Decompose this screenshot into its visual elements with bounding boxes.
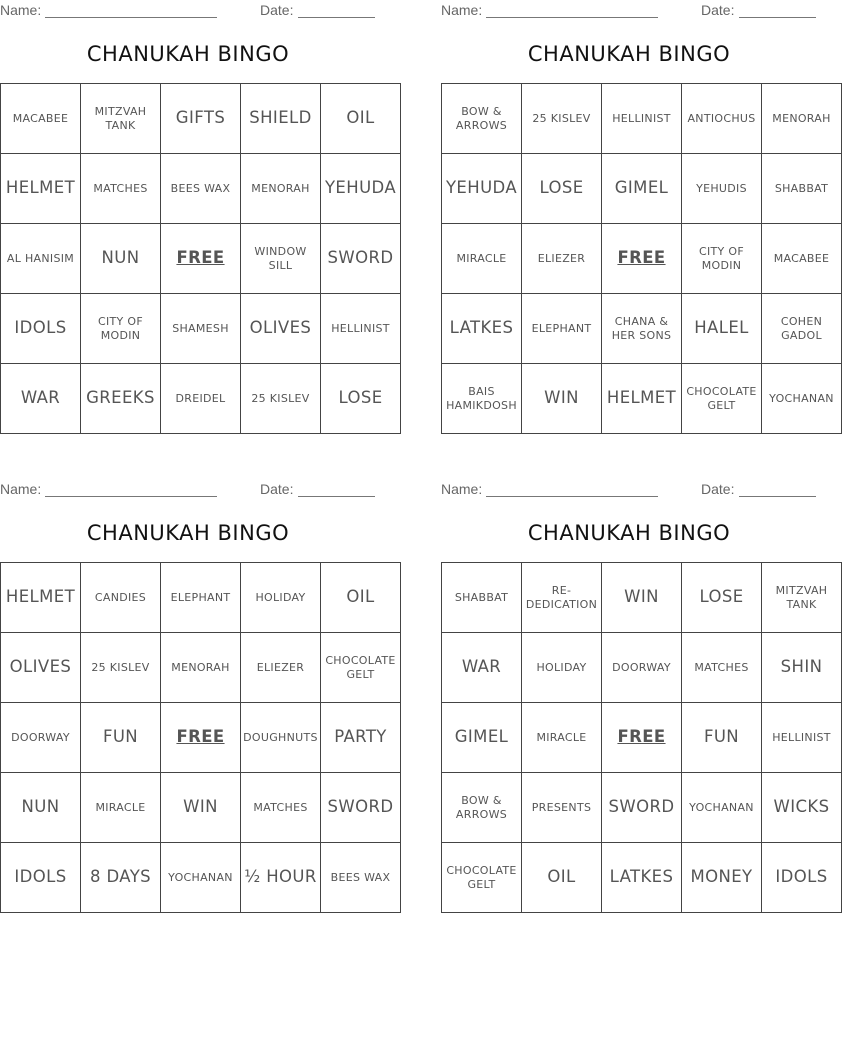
bingo-card	[441, 0, 834, 440]
bingo-cell: HELMET	[602, 364, 682, 434]
bingo-cell: ELEPHANT	[522, 294, 602, 364]
bingo-cell: WICKS	[762, 773, 842, 843]
bingo-cell: DOORWAY	[1, 703, 81, 773]
bingo-cell: OLIVES	[1, 633, 81, 703]
bingo-row	[442, 563, 842, 633]
date-line	[739, 17, 816, 18]
bingo-cell: YOCHANAN	[682, 773, 762, 843]
bingo-row	[1, 773, 401, 843]
bingo-cell: NUN	[81, 224, 161, 294]
bingo-cell: SWORD	[321, 773, 401, 843]
bingo-row	[1, 154, 401, 224]
bingo-cell: YEHUDA	[321, 154, 401, 224]
name-label: Name:	[441, 2, 483, 18]
name-line	[45, 496, 217, 497]
bingo-cell: YEHUDA	[442, 154, 522, 224]
bingo-grid	[0, 83, 401, 434]
bingo-cell: GREEKS	[81, 364, 161, 434]
card-title: CHANUKAH BINGO	[86, 521, 290, 545]
bingo-cell: WINDOW SILL	[241, 224, 321, 294]
bingo-cell: HELLINIST	[602, 84, 682, 154]
bingo-row	[442, 843, 842, 913]
card-title: CHANUKAH BINGO	[527, 521, 731, 545]
bingo-cell: ELIEZER	[241, 633, 321, 703]
bingo-cell: ½ HOUR	[241, 843, 321, 913]
bingo-cell: SWORD	[602, 773, 682, 843]
bingo-cell: 8 DAYS	[81, 843, 161, 913]
bingo-cell: CHOCOLATE GELT	[321, 633, 401, 703]
bingo-cell: WAR	[442, 633, 522, 703]
bingo-card	[0, 479, 396, 919]
bingo-cell: LATKES	[442, 294, 522, 364]
bingo-cell: AL HANISIM	[1, 224, 81, 294]
bingo-cell: MACABEE	[1, 84, 81, 154]
bingo-cell: SHAMESH	[161, 294, 241, 364]
bingo-cell: HELMET	[1, 154, 81, 224]
bingo-row	[1, 294, 401, 364]
bingo-cell: FUN	[81, 703, 161, 773]
bingo-cell: OIL	[321, 563, 401, 633]
bingo-cell: HELLINIST	[762, 703, 842, 773]
bingo-cell: OLIVES	[241, 294, 321, 364]
bingo-cell: WAR	[1, 364, 81, 434]
bingo-cell: MENORAH	[762, 84, 842, 154]
bingo-cell: MENORAH	[161, 633, 241, 703]
free-space: FREE	[602, 224, 682, 294]
card-header	[0, 2, 376, 20]
bingo-cell: OIL	[321, 84, 401, 154]
name-label: Name:	[0, 2, 42, 18]
bingo-row	[1, 224, 401, 294]
bingo-cell: MIRACLE	[442, 224, 522, 294]
bingo-cell: RE-DEDICATION	[522, 563, 602, 633]
bingo-cell: GIMEL	[442, 703, 522, 773]
bingo-cell: MIRACLE	[81, 773, 161, 843]
bingo-cell: OIL	[522, 843, 602, 913]
bingo-cell: GIMEL	[602, 154, 682, 224]
card-header	[441, 2, 817, 20]
bingo-cell: DREIDEL	[161, 364, 241, 434]
bingo-cell: MITZVAH TANK	[81, 84, 161, 154]
bingo-row	[442, 364, 842, 434]
bingo-cell: LATKES	[602, 843, 682, 913]
bingo-cell: MENORAH	[241, 154, 321, 224]
bingo-cell: BEES WAX	[321, 843, 401, 913]
bingo-cell: ANTIOCHUS	[682, 84, 762, 154]
bingo-cell: HOLIDAY	[522, 633, 602, 703]
card-title: CHANUKAH BINGO	[86, 42, 290, 66]
bingo-cell: MIRACLE	[522, 703, 602, 773]
bingo-row	[442, 703, 842, 773]
bingo-row	[1, 84, 401, 154]
bingo-cell: CHANA & HER SONS	[602, 294, 682, 364]
bingo-row	[442, 154, 842, 224]
bingo-cell: BEES WAX	[161, 154, 241, 224]
bingo-cell: HALEL	[682, 294, 762, 364]
bingo-cell: MATCHES	[241, 773, 321, 843]
bingo-cell: CANDIES	[81, 563, 161, 633]
bingo-row	[1, 633, 401, 703]
bingo-cell: MACABEE	[762, 224, 842, 294]
bingo-cell: SHIELD	[241, 84, 321, 154]
bingo-cell: SHABBAT	[762, 154, 842, 224]
date-label: Date:	[260, 481, 294, 497]
name-line	[45, 17, 217, 18]
bingo-row	[1, 364, 401, 434]
free-space: FREE	[602, 703, 682, 773]
bingo-row	[1, 563, 401, 633]
bingo-cell: BOW & ARROWS	[442, 773, 522, 843]
bingo-grid	[441, 83, 842, 434]
bingo-cell: IDOLS	[762, 843, 842, 913]
card-title: CHANUKAH BINGO	[527, 42, 731, 66]
bingo-cell: MITZVAH TANK	[762, 563, 842, 633]
bingo-cell: HELLINIST	[321, 294, 401, 364]
bingo-row	[442, 84, 842, 154]
name-label: Name:	[441, 481, 483, 497]
bingo-cell: WIN	[161, 773, 241, 843]
bingo-cell: BOW & ARROWS	[442, 84, 522, 154]
bingo-cell: SHIN	[762, 633, 842, 703]
bingo-grid	[0, 562, 401, 913]
bingo-card	[0, 0, 397, 440]
name-line	[486, 496, 658, 497]
bingo-row	[442, 773, 842, 843]
bingo-cell: YOCHANAN	[161, 843, 241, 913]
bingo-row	[442, 294, 842, 364]
bingo-cell: HOLIDAY	[241, 563, 321, 633]
bingo-row	[442, 633, 842, 703]
bingo-cell: BAIS HAMIKDOSH	[442, 364, 522, 434]
bingo-cell: COHEN GADOL	[762, 294, 842, 364]
bingo-cell: LOSE	[682, 563, 762, 633]
bingo-cell: FUN	[682, 703, 762, 773]
bingo-cell: PARTY	[321, 703, 401, 773]
bingo-cell: GIFTS	[161, 84, 241, 154]
bingo-cell: PRESENTS	[522, 773, 602, 843]
date-label: Date:	[260, 2, 294, 18]
bingo-cell: SWORD	[321, 224, 401, 294]
bingo-card	[441, 479, 831, 919]
bingo-cell: DOUGHNUTS	[241, 703, 321, 773]
bingo-cell: HELMET	[1, 563, 81, 633]
bingo-cell: YEHUDIS	[682, 154, 762, 224]
bingo-cell: DOORWAY	[602, 633, 682, 703]
bingo-cell: 25 KISLEV	[81, 633, 161, 703]
bingo-row	[1, 703, 401, 773]
date-line	[298, 17, 375, 18]
bingo-cell: 25 KISLEV	[522, 84, 602, 154]
bingo-cell: WIN	[522, 364, 602, 434]
date-label: Date:	[701, 481, 735, 497]
bingo-cell: CITY OF MODIN	[682, 224, 762, 294]
free-space: FREE	[161, 703, 241, 773]
bingo-cell: NUN	[1, 773, 81, 843]
bingo-grid	[441, 562, 842, 913]
card-header	[441, 481, 817, 499]
bingo-cell: IDOLS	[1, 843, 81, 913]
bingo-cell: CHOCOLATE GELT	[442, 843, 522, 913]
bingo-cell: 25 KISLEV	[241, 364, 321, 434]
bingo-cell: CITY OF MODIN	[81, 294, 161, 364]
bingo-row	[1, 843, 401, 913]
bingo-cell: MATCHES	[682, 633, 762, 703]
bingo-cell: MATCHES	[81, 154, 161, 224]
bingo-cell: IDOLS	[1, 294, 81, 364]
bingo-cell: WIN	[602, 563, 682, 633]
card-header	[0, 481, 376, 499]
date-line	[739, 496, 816, 497]
bingo-cell: MONEY	[682, 843, 762, 913]
date-line	[298, 496, 375, 497]
bingo-cell: LOSE	[522, 154, 602, 224]
name-line	[486, 17, 658, 18]
date-label: Date:	[701, 2, 735, 18]
bingo-cell: LOSE	[321, 364, 401, 434]
free-space: FREE	[161, 224, 241, 294]
bingo-cell: ELIEZER	[522, 224, 602, 294]
bingo-cell: ELEPHANT	[161, 563, 241, 633]
bingo-cell: YOCHANAN	[762, 364, 842, 434]
bingo-cell: SHABBAT	[442, 563, 522, 633]
bingo-cell: CHOCOLATE GELT	[682, 364, 762, 434]
name-label: Name:	[0, 481, 42, 497]
bingo-row	[442, 224, 842, 294]
